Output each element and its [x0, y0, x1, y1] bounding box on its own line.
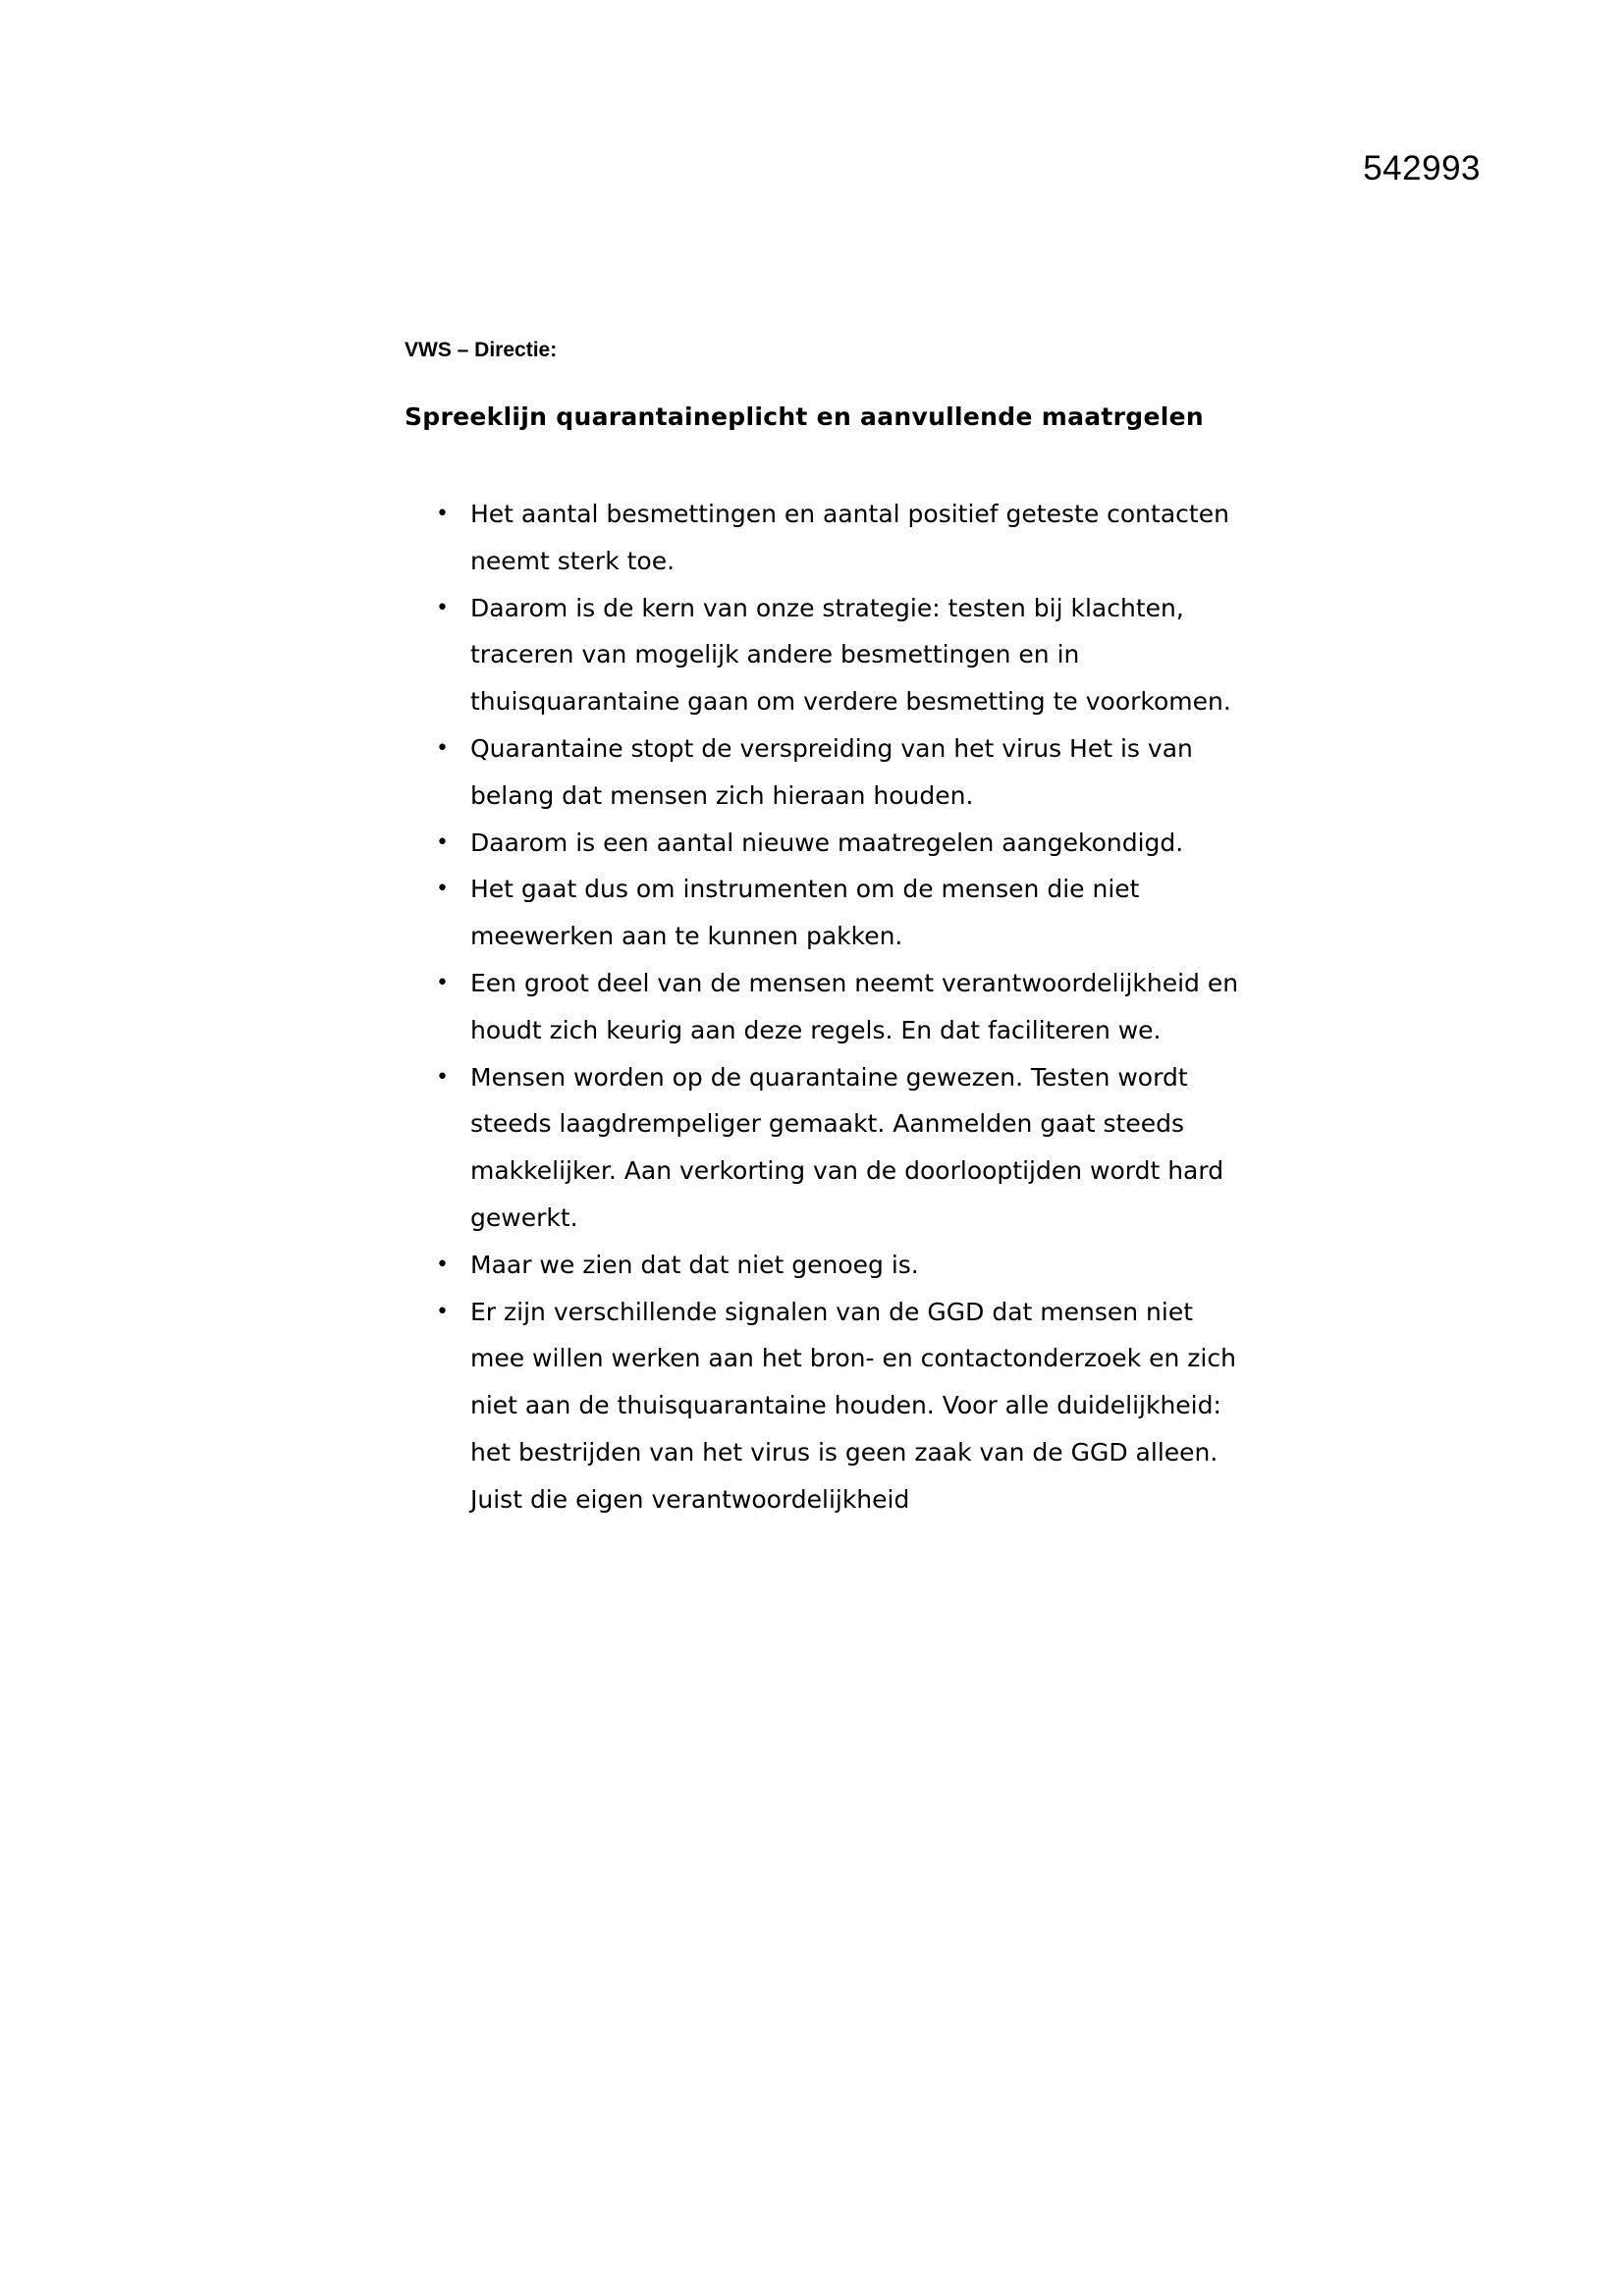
document-number: 542993	[1363, 149, 1481, 187]
list-item	[405, 1242, 1239, 1289]
bullet-icon: •	[436, 829, 449, 855]
list-item	[405, 866, 1239, 960]
bullet-icon: •	[436, 1064, 449, 1090]
list-item-text: Een groot deel van de mensen neemt verantwoordelijkheid en houdt zich keurig aan deze regels. En dat faciliteren we.	[470, 968, 1239, 1044]
talking-points-list	[405, 491, 1239, 1523]
bullet-icon: •	[436, 1299, 449, 1324]
list-item-text: Maar we zien dat dat niet genoeg is.	[470, 1250, 919, 1279]
list-item	[405, 1289, 1239, 1523]
list-item-text: Daarom is de kern van onze strategie: testen bij klachten, traceren van mogelijk andere besmettingen en in thuisquarantaine gaan om verdere besmetting te voorkomen.	[470, 593, 1231, 717]
bullet-icon: •	[436, 735, 449, 761]
list-item	[405, 820, 1239, 867]
bullet-icon: •	[436, 877, 449, 902]
list-item-text: Quarantaine stopt de verspreiding van het virus Het is van belang dat mensen zich hieraan houden.	[470, 733, 1193, 810]
list-item-text: Mensen worden op de quarantaine gewezen. Testen wordt steeds laagdrempeliger gemaakt. Aanmelden gaat steeds makkelijker. Aan verkorting van de doorlooptijden wordt hard gewerkt.	[470, 1062, 1224, 1232]
list-item	[405, 1054, 1239, 1242]
bullet-icon: •	[436, 502, 449, 526]
list-item-text: Het gaat dus om instrumenten om de mensen die niet meewerken aan te kunnen pakken.	[470, 875, 1140, 951]
bullet-icon: •	[436, 970, 449, 995]
list-item	[405, 491, 1239, 585]
document-title: Spreeklijn quarantaineplicht en aanvullende maatrgelen	[405, 402, 1204, 431]
bullet-icon: •	[436, 1252, 449, 1277]
bullet-icon: •	[436, 595, 449, 620]
list-item-text: Het aantal besmettingen en aantal positief geteste contacten neemt sterk toe.	[470, 500, 1229, 575]
list-item	[405, 725, 1239, 820]
list-item	[405, 585, 1239, 725]
list-item	[405, 960, 1239, 1054]
list-item-text: Er zijn verschillende signalen van de GGD dat mensen niet mee willen werken aan het bron- en contactonderzoek en zich niet aan de thuisquarantaine houden. Voor alle duidelijkheid: het bestrijden van het virus is geen zaak van de GGD alleen. Juist die eigen verantwoordelijkheid	[470, 1297, 1236, 1514]
directorate-label: VWS – Directie:	[405, 339, 558, 361]
list-item-text: Daarom is een aantal nieuwe maatregelen aangekondigd.	[470, 828, 1184, 857]
